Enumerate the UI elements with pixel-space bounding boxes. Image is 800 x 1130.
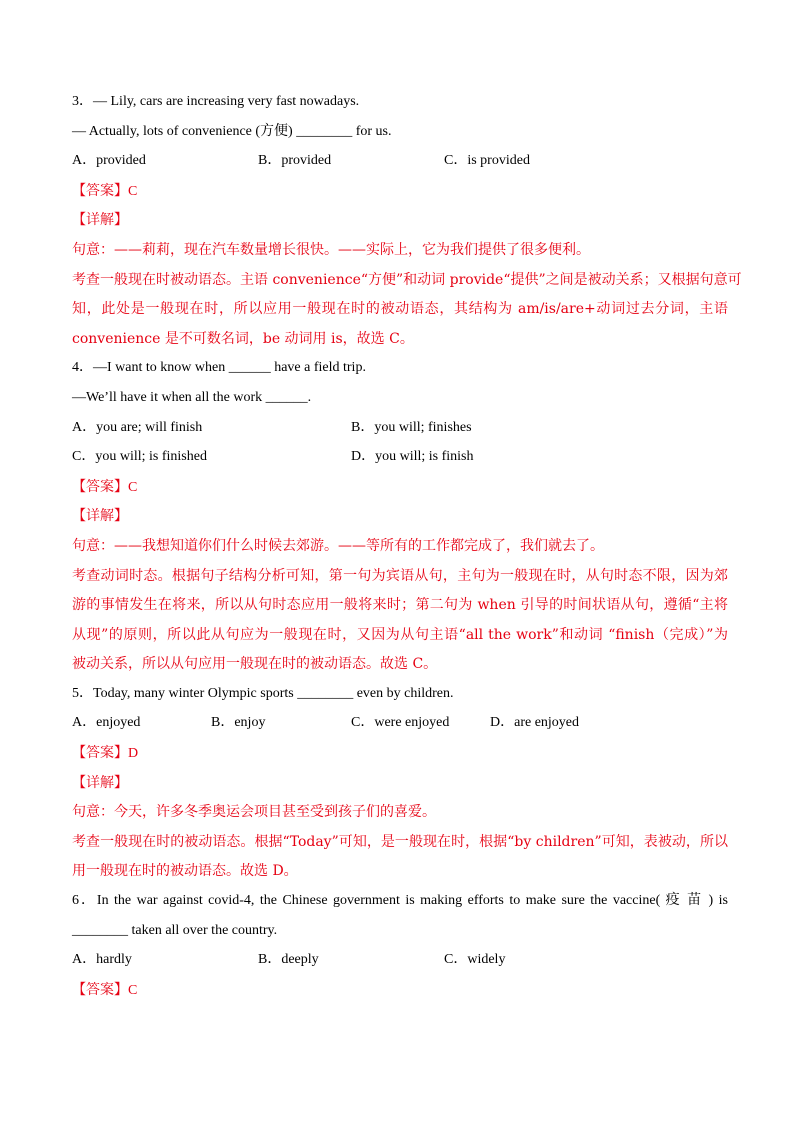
q5-option-a: A．enjoyed xyxy=(72,715,141,731)
q5-option-b: B．enjoy xyxy=(211,715,266,731)
q5-option-d: D．are enjoyed xyxy=(490,715,580,731)
q5-answer-value: D xyxy=(128,746,139,762)
q3-stem-line-1: 3．— Lily, cars are increasing very fast nowadays. xyxy=(72,94,360,109)
q4-explain-2: 考查动词时态。根据句子结构分析可知，第一句为宾语从句，主句为一般现在时，从句时态不限，因为郊 xyxy=(72,567,728,584)
q3-option-b: B．provided xyxy=(258,153,332,169)
q5-answer-label: 【答案】 xyxy=(72,745,128,762)
q4-option-a: A．you are; will finish xyxy=(72,419,203,435)
q3-explain-4: convenience 是不可数名词，be 动词用 is，故选 C。 xyxy=(72,330,414,347)
q4-explain-4: 从现”的原则，所以此从句应为一般现在时，又因为从句主语“all the work”和动词 “finish（完成）”为 xyxy=(72,626,728,643)
q4-answer-label: 【答案】 xyxy=(72,478,128,495)
q5-answer xyxy=(72,743,728,763)
q3-answer-label: 【答案】 xyxy=(72,182,128,199)
q3-explain-1: 句意：——莉莉，现在汽车数量增长很快。——实际上，它为我们提供了很多便利。 xyxy=(72,241,590,258)
q6-stem-line-2: ________ taken all over the country. xyxy=(72,922,278,938)
q4-detail-label: 【详解】 xyxy=(72,508,128,525)
q4-stem-line-2: —We’ll have it when all the work ______. xyxy=(72,389,312,405)
q4-stem-line-1: 4．—I want to know when ______ have a field trip. xyxy=(72,360,366,376)
q4-explain-5: 被动关系，所以从句应用一般现在时的被动语态。故选 C。 xyxy=(72,656,438,673)
q4-explain-1: 句意：——我想知道你们什么时候去郊游。——等所有的工作都完成了，我们就去了。 xyxy=(72,537,604,554)
q5-explain-3: 用一般现在时的被动语态。故选 D。 xyxy=(72,863,298,880)
q6-option-c: C．widely xyxy=(444,952,506,968)
q4-option-d: D．you will; is finish xyxy=(351,449,474,465)
q4-options-row-2 xyxy=(72,447,728,467)
q5-detail-label: 【详解】 xyxy=(72,774,128,791)
q5-explain-2: 考查一般现在时的被动语态。根据“Today”可知，是一般现在时，根据“by children”可知，表被动，所以 xyxy=(72,833,728,850)
q5-explain-1: 句意：今天，许多冬季奥运会项目甚至受到孩子们的喜爱。 xyxy=(72,804,436,821)
q6-options xyxy=(72,950,728,970)
q4-explain-3: 游的事情发生在将来，所以从句时态应用一般将来时；第二句为 when 引导的时间状语从句，遵循“主将 xyxy=(72,597,728,614)
q6-answer xyxy=(72,980,728,1000)
q4-options-row-1 xyxy=(72,418,728,438)
q6-option-a: A．hardly xyxy=(72,952,132,968)
q3-answer-value: C xyxy=(128,183,138,199)
q5-option-c: C．were enjoyed xyxy=(351,715,450,731)
q4-option-c: C．you will; is finished xyxy=(72,449,207,465)
q6-answer-label: 【答案】 xyxy=(72,981,128,998)
document-page xyxy=(72,92,742,1009)
q5-stem-line-1: 5．Today, many winter Olympic sports ________ even by children. xyxy=(72,685,454,701)
q3-option-c: C．is provided xyxy=(444,153,530,169)
q3-options xyxy=(72,151,728,171)
q4-answer xyxy=(72,477,728,497)
q6-option-b: B．deeply xyxy=(258,952,319,968)
q3-answer xyxy=(72,181,728,201)
q3-explain-2: 考查一般现在时被动语态。主语 convenience“方便”和动词 provide“提供”之间是被动关系；又根据句意可 xyxy=(72,271,742,288)
q3-stem-line-2: — Actually, lots of convenience (方便) ________ for us. xyxy=(72,123,392,139)
q5-options xyxy=(72,713,728,733)
q3-option-a: A．provided xyxy=(72,153,146,169)
q4-answer-value: C xyxy=(128,479,138,495)
q6-stem-line-1: 6．In the war against covid-4, the Chinese government is making efforts to make sure the vaccine( 疫 苗 ) is xyxy=(72,893,728,909)
q6-answer-value: C xyxy=(128,982,138,998)
q3-explain-3: 知，此处是一般现在时，所以应用一般现在时的被动语态，其结构为 am/is/are+动词过去分词，主语 xyxy=(72,301,728,318)
q4-option-b: B．you will; finishes xyxy=(351,419,472,435)
q3-detail-label: 【详解】 xyxy=(72,212,128,229)
